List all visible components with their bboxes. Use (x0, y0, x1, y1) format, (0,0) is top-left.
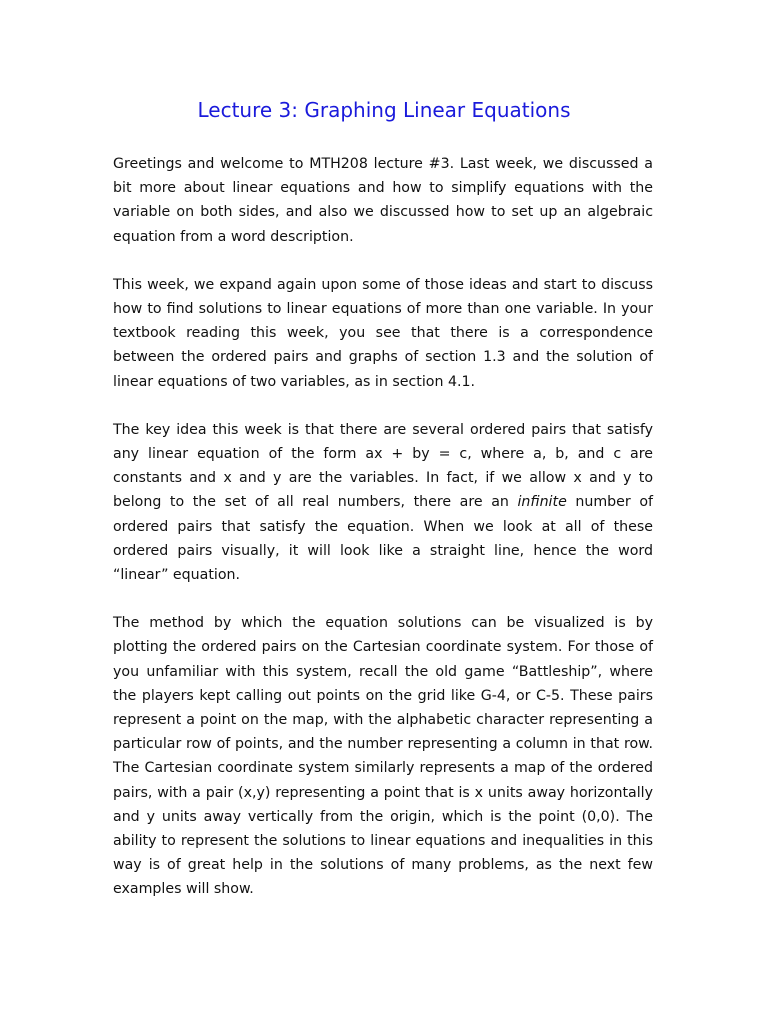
paragraph-key-idea-part-1: The key idea this week is that there are several ordered pairs that satisfy any linear equation of the form ax + by = c, where a, b, and c are constants and x and y are the variables. In fact, if we allow x and y to belong to the set of all real numbers, there are an (113, 421, 653, 511)
page-title: Lecture 3: Graphing Linear Equations (197, 98, 571, 122)
document-body (113, 152, 653, 926)
paragraph-cartesian-method: The method by which the equation solutions can be visualized is by plotting the ordered pairs on the Cartesian coordinate system. For those of you unfamiliar with this system, recall the old game “Battleship”, where the players kept calling out points on the grid like G-4, or C-5. These pairs represent a point on the map, with the alphabetic character representing a particular row of points, and the number representing a column in that row. The Cartesian coordinate system similarly represents a map of the ordered pairs, with a pair (x,y) representing a point that is x units away horizontally and y units away vertically from the origin, which is the point (0,0). The ability to represent the solutions to linear equations and inequalities in this way is of great help in the solutions of many problems, as the next few examples will show. (113, 615, 653, 898)
emphasis-infinite: infinite (517, 494, 567, 511)
paragraph-intro: Greetings and welcome to MTH208 lecture #3. Last week, we discussed a bit more about linear equations and how to simplify equations with the variable on both sides, and also we discussed how to set up an algebraic equation from a word description. (113, 156, 653, 245)
paragraph-key-idea-part-2: number of ordered pairs that satisfy the equation. When we look at all of these ordered pairs visually, it will look like a straight line, hence the word “linear” equation. (113, 494, 653, 584)
paragraph-key-idea (113, 418, 653, 587)
paragraph-this-week: This week, we expand again upon some of those ideas and start to discuss how to find solutions to linear equations of more than one variable. In your textbook reading this week, you see that there is a correspondence between the ordered pairs and graphs of section 1.3 and the solution of linear equations of two variables, as in section 4.1. (113, 276, 653, 390)
